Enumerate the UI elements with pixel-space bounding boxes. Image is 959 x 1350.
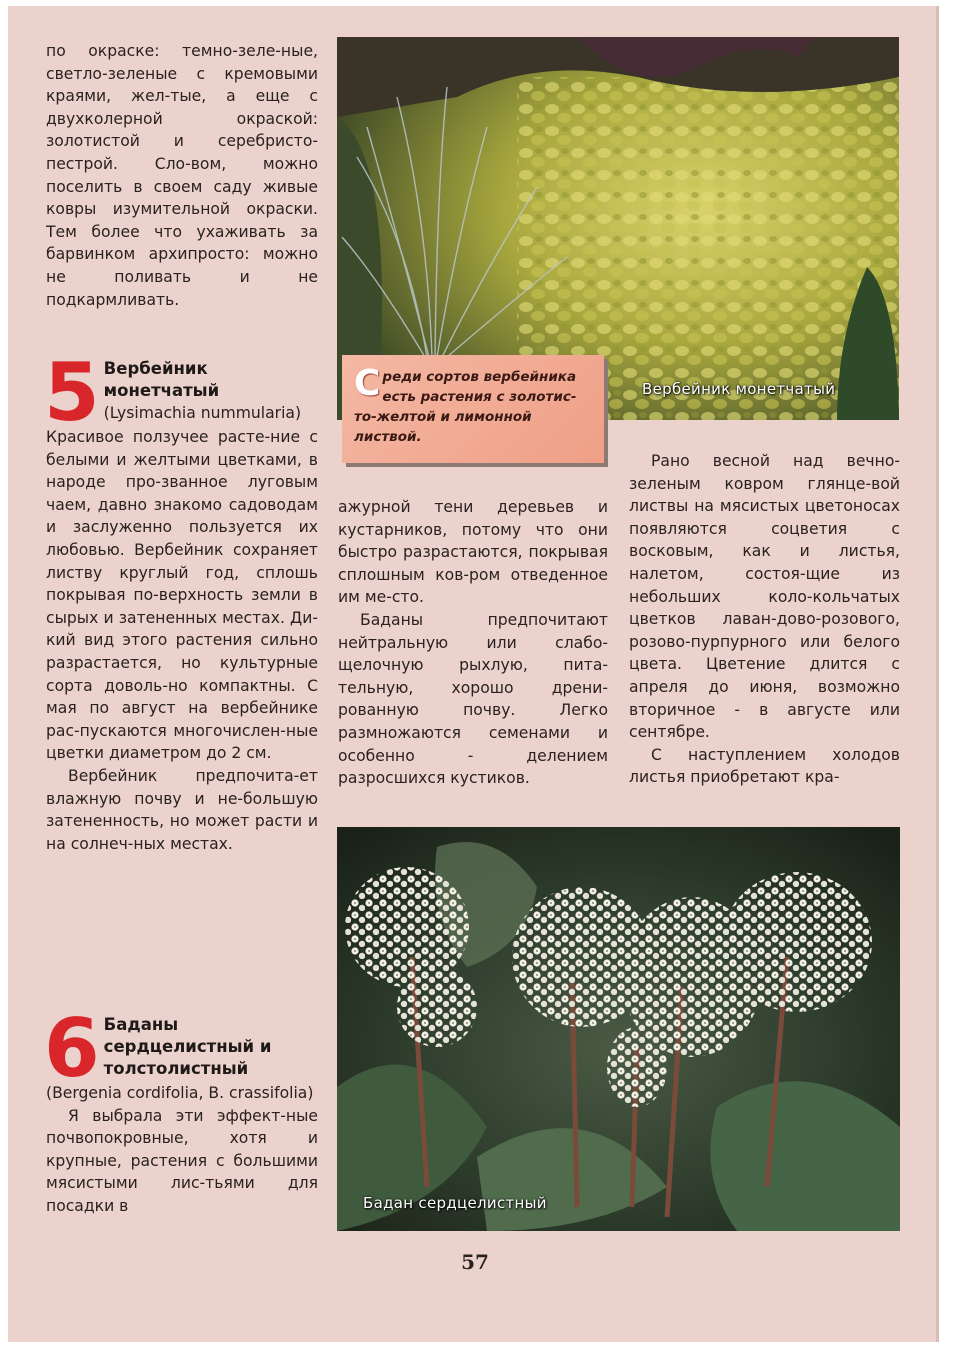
section-6-title: Баданы сердцелистный и толстолистный (103, 1015, 272, 1078)
section-6-number: 6 (44, 1002, 100, 1095)
photo-lysimachia-caption: Вербейник монетчатый (642, 380, 836, 398)
photo-bergenia (337, 827, 900, 1231)
bergenia-photo-image (337, 827, 900, 1231)
section-6-paragraph-1: Я выбрала эти эффект-ные почвопокровные, хотя и крупные, растения с большими мясистыми лис-тьями для посадки в (46, 1106, 318, 1215)
section-5-number: 5 (44, 346, 100, 439)
col3-paragraph-1: Рано весной над вечно-зеленым ковром глянце-вой листвы на мясистых цветоносах появляются соцветия с восковым, как и листья, налетом, состоя-щие из небольших коло-кольчатых цветков лаван-дово-розового, розово-пурпурного или белого цвета. Цветение длится с апреля до июня, возможно вторичное - в августе или сентябре. (629, 452, 900, 742)
section-5-latin: (Lysimachia nummularia) (103, 404, 302, 422)
col2-paragraph-2: Баданы предпочитают нейтральную или слабо-щелочную рыхлую, пита-тельную, хорошо дрени-рованную почву. Легко размножаются семенами и особенно - делением разросшихся кустиков. (338, 610, 608, 788)
callout-text: реди сортов вербейника есть растения с золотис-то-желтой и лимонной листвой. (354, 369, 577, 445)
col3-text (629, 450, 900, 789)
callout-initial: С (354, 363, 381, 404)
paragraph-col1-top: по окраске: темно-зеле-ные, светло-зеленые с кремовыми краями, жел-тые, а еще с двухколерной окраской: золотистой и серебристо-пестрой. Сло-вом, можно поселить в своем саду живые ковры изумительной окраски. Тем более что ухаживать за барвинком архипросто: можно не поливать и не подкармливать. (46, 42, 318, 309)
section-5-title: Вербейник монетчатый (103, 359, 220, 400)
section-6 (44, 1002, 318, 1218)
page-number: 57 (461, 1250, 489, 1274)
col1-top-text (46, 40, 318, 311)
section-6-latin: (Bergenia cordifolia, B. crassifolia) (46, 1084, 314, 1102)
section-5 (44, 346, 318, 855)
col2-text (338, 496, 608, 790)
col3-paragraph-2: С наступлением холодов листья приобретают кра- (629, 745, 900, 787)
photo-bergenia-caption: Бадан сердцелистный (363, 1194, 547, 1212)
col2-paragraph-1: ажурной тени деревьев и кустарников, потому что они быстро разрастаются, покрывая сплошным ков-ром отведенное им ме-сто. (338, 498, 608, 607)
callout-box (342, 355, 604, 463)
section-5-paragraph-1: Красивое ползучее расте-ние с белыми и желтыми цветками, в народе про-званное луговым чаем, давно знакомо садоводам и заслуженно пользуется их любовью. Вербейник сохраняет листву круглый год, сплошь покрывая по-верхность земли в сырых и затененных местах. Ди-кий вид этого растения сильно разрастается, но культурные сорта доволь-но компактны. С мая по август на вербейнике рас-пускаются многочислен-ные цветки диаметром до 2 см. (46, 428, 318, 763)
section-5-paragraph-2: Вербейник предпочита-ет влажную почву и не-большую затененность, но может расти и на солнеч-ных местах. (46, 766, 318, 853)
